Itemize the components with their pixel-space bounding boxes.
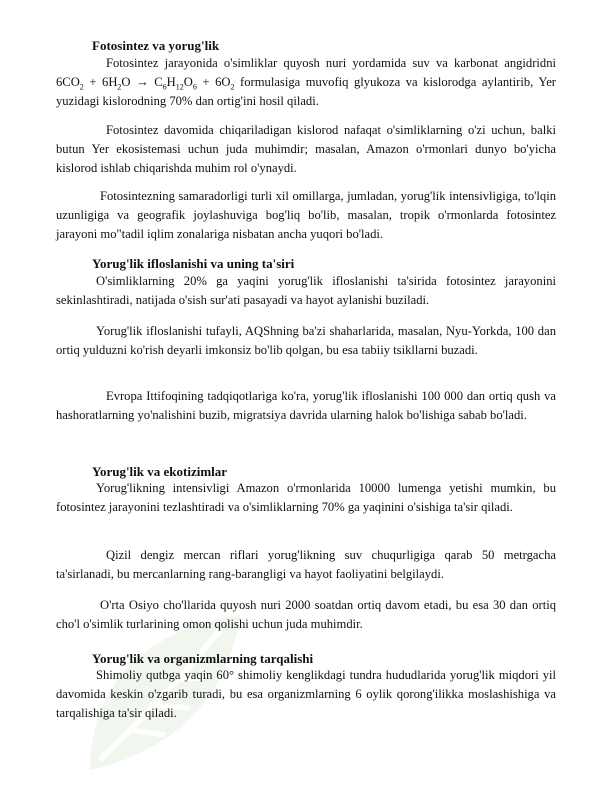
chemical-formula: $6CO_2 + 6H_2O \to C_6H_{12}O_6 + 6O_2$ — [56, 75, 235, 92]
section-heading-light-pollution: Yorug'lik ifloslanishi va uning ta'siri — [92, 256, 295, 271]
paragraph-photosynthesis-efficiency: Fotosintezning samaradorligi turli xil omillarga, jumladan, yorug'lik intensivligiga, to'lqin uzunligiga va geografik joylashuviga bog'liq bo'lib, masalan, tropik o'rmonlarda fotosintez jarayoni mo"tadil iqlim zonalariga nisbatan ancha yuqori bo'ladi. — [56, 189, 556, 241]
paragraph-stars-visibility: Yorug'lik ifloslanishi tufayli, AQShning ba'zi shaharlarida, masalan, Nyu-Yorkda, 100 dan ortiq yulduzni ko'rish deyarli imkonsiz bo'lib qolgan, bu esa tabiiy tsikllarni buzadi. — [56, 324, 556, 357]
section-heading-distribution: Yorug'lik va organizmlarning tarqalishi — [92, 651, 314, 666]
paragraph-red-sea-reefs: Qizil dengiz mercan riflari yorug'likning suv chuqurligiga qarab 50 metrgacha ta'sirlanadi, bu mercanlarning rang-barangligi va hayot faoliyatini belgilaydi. — [56, 548, 556, 581]
paragraph-central-asia-deserts: O'rta Osiyo cho'llarida quyosh nuri 2000 soatdan ortiq davom etadi, bu esa 30 dan ortiq cho'l o'simlik turlarining omon qolishi uchun juda muhimdir. — [56, 598, 556, 631]
section-heading-photosynthesis: Fotosintez va yorug'lik — [92, 38, 220, 53]
paragraph-photosynthesis-formula — [56, 54, 556, 111]
paragraph-amazon-intensity: Yorug'likning intensivligi Amazon o'rmonlarida 10000 lumenga yetishi mumkin, bu fotosintez jarayonini tezlashtiradi va o'simliklarning 70% ga yaqinini o'sishiga ta'sir qiladi. — [56, 481, 556, 514]
paragraph-tundra-light: Shimoliy qutbga yaqin 60° shimoliy kenglikdagi tundra hududlarida yorug'lik miqdori yil davomida keskin o'zgarib turadi, bu esa organizmlarning 6 oylik qorong'ilikka moslashishiga va tarqalishiga ta'sir qiladi. — [56, 668, 556, 720]
section-heading-ecosystems: Yorug'lik va ekotizimlar — [92, 464, 228, 479]
paragraph-bird-migration: Evropa Ittifoqining tadqiqotlariga ko'ra, yorug'lik ifloslanishi 100 000 dan ortiq qush va hashoratlarning yo'nalishini buzib, migratsiya davrida ularning halok bo'lishiga sabab bo'ladi. — [56, 389, 556, 422]
formula-tail-text: formulasiga muvofiq glyukoza va kislorodga aylantirib, Yer yuzidagi kislorodning 70% dan ortig'ini hosil qiladi. — [56, 75, 556, 108]
paragraph-plants-pollution: O'simliklarning 20% ga yaqini yorug'lik ifloslanishi ta'sirida fotosintez jarayonini sekinlashtiradi, natijada o'sish sur'ati pasayadi va hayot aylanishi buziladi. — [56, 274, 556, 307]
paragraph-oxygen-importance: Fotosintez davomida chiqariladigan kislorod nafaqat o'simliklarning o'zi uchun, balki butun Yer ekosistemasi uchun juda muhimdir; masalan, Amazon o'rmonlari dunyo bo'yicha kislorod ishlab chiqarishda muhim rol o'ynaydi. — [56, 123, 556, 175]
formula-lead-text: Fotosintez jarayonida o'simliklar quyosh nuri yordamida suv va karbonat angidridni — [106, 56, 556, 70]
